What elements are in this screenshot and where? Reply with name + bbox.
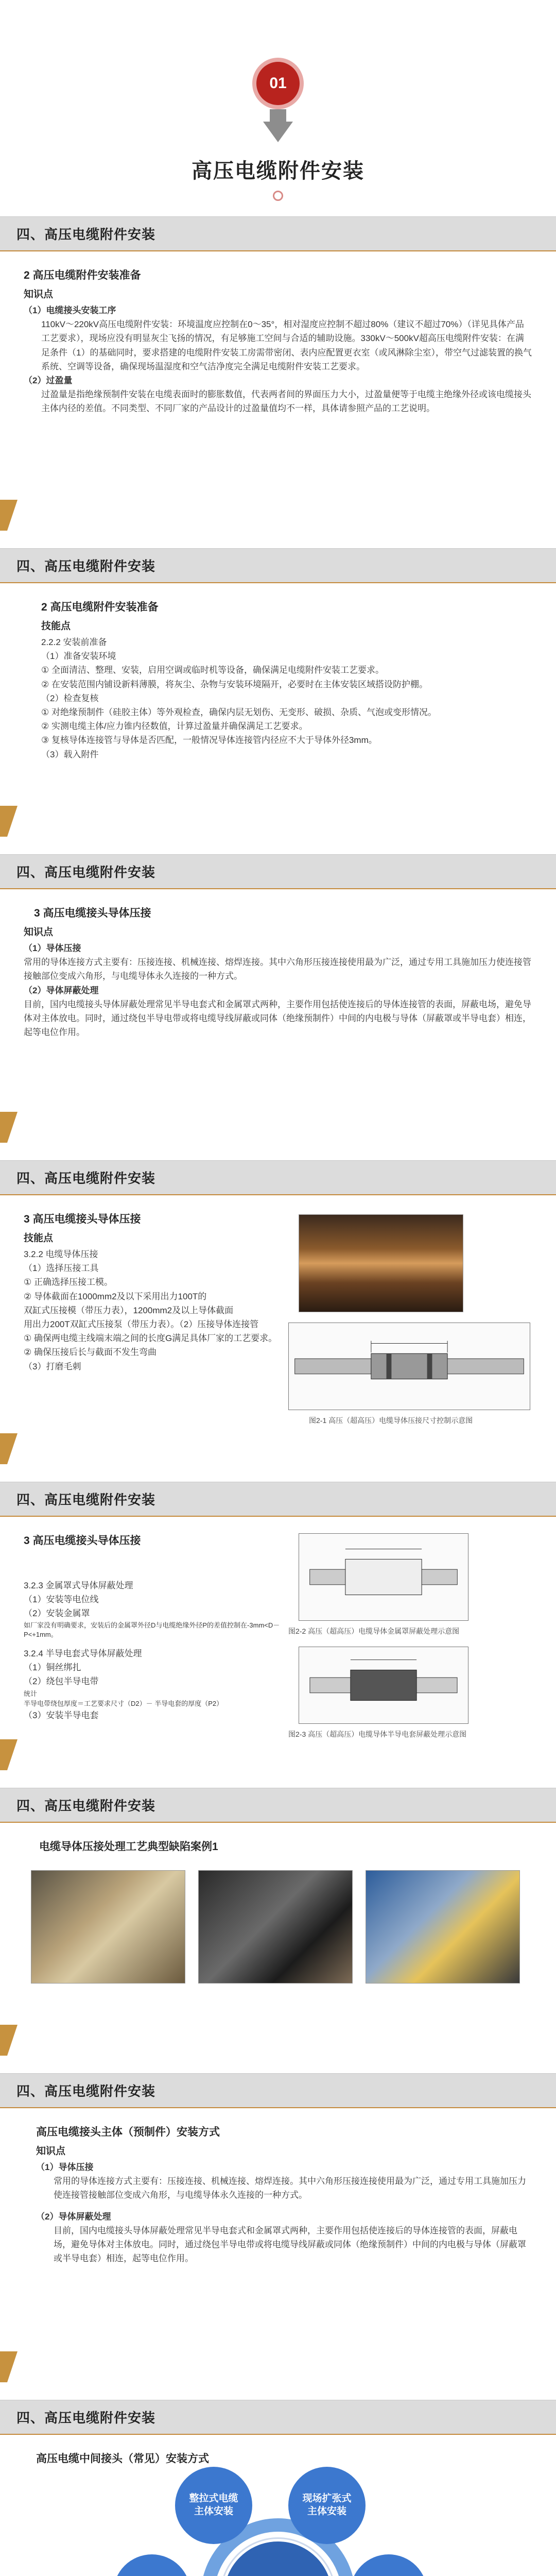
section-header-bar [0,548,556,583]
list-item: ① 确保两电缆主线端末端之间的长度G满足具体厂家的工艺要求。 [24,1333,277,1344]
slide-title: 电缆导体压接处理工艺典型缺陷案例1 [39,1841,218,1853]
defect-photo-2 [198,1870,353,1984]
list-item: （3）载入附件 [41,749,99,759]
point-heading: （2）过盈量 [24,375,73,385]
corner-accent [0,1112,7,1143]
cover-dot-icon [273,191,283,201]
list-item: （1）安装等电位线 [24,1595,99,1605]
note-label: 统计 [24,1689,38,1698]
list-item: （2）检查复核 [41,693,99,703]
slide-title: 2 高压电缆附件安装准备 [41,601,159,613]
paragraph: 常用的导体连接方式主要有：压接连接、机械连接、熔焊连接。其中六角形压接连接使用最为广泛，通过专用工具施加压力使连接管接触部位变成六角形，与电缆导体永久连接的一种方式。 [54,2176,526,2200]
cover-section [0,0,556,216]
method-circle [113,2554,190,2576]
section-header-bar [0,2400,556,2435]
list-item: （2）安装金属罩 [24,1608,90,1619]
knowledge-heading: 知识点 [36,2146,66,2157]
section-header-bar [0,854,556,889]
corner-accent [0,1433,7,1464]
slide-8 [0,2400,556,2576]
skill-heading: 技能点 [41,621,71,632]
list-item: （3）安装半导电套 [24,1710,99,1721]
point-heading: （2）导体屏蔽处理 [24,985,99,995]
metal-shield-diagram [299,1533,468,1621]
slide-title: 3 高压电缆接头导体压接 [24,1535,141,1547]
slide-title: 3 高压电缆接头导体压接 [34,907,151,919]
list-item: 3.2.4 半导电套式导体屏蔽处理 [24,1648,142,1658]
section-header-bar [0,216,556,251]
slide-2 [0,548,556,837]
section-header-bar [0,1788,556,1823]
section-header-text: 四、高压电缆附件安装 [16,558,156,574]
section-header-bar [0,2073,556,2108]
point-heading: （2）导体屏蔽处理 [36,2211,111,2222]
section-header-bar [0,1482,556,1517]
paragraph: 目前，国内电缆接头导体屏蔽处理常见半导电套式和金属罩式两种，主要作用包括使连接后的导体连接管的表面，屏蔽电场，避免导体对主体放电。同时，通过绕包半导电带或将电缆导线屏蔽或同体（绝缘预制件）中间的内电极与导体（屏蔽罩或半导电套）相连，起等电位作用。 [54,2225,526,2264]
section-header-text: 四、高压电缆附件安装 [16,1171,156,1186]
list-item: 用出力200T双缸式压接泵（带压力表）。（2）压接导体连接管 [24,1319,259,1329]
slide-4 [0,1160,556,1464]
slide-1 [0,216,556,531]
knowledge-heading: 知识点 [24,289,54,300]
list-item: （1）准备安装环境 [41,651,116,662]
slide-title: 2 高压电缆附件安装准备 [24,269,141,281]
defect-photo-1 [31,1870,185,1984]
cable-photo [299,1214,463,1312]
section-header-bar [0,1160,556,1195]
list-item: （1）铜丝绑扎 [24,1663,81,1673]
point-heading: （1）电缆接头安装工序 [24,306,116,315]
slide-5 [0,1482,556,1770]
list-item: （1）选择压接工具 [24,1263,99,1274]
list-item: ② 在安装范围内铺设新料薄膜，将灰尘、杂物与安装环境隔开，必要时在主体安装区域搭设防护棚。 [41,679,428,689]
list-item: ② 确保压接后长与截面不发生弯曲 [24,1347,157,1358]
section-header-text: 四、高压电缆附件安装 [16,227,156,242]
list-item: 3.2.2 电缆导体压接 [24,1249,98,1259]
list-item: 如厂家没有明确要求，安装后的金属罩外径D与电缆绝缘外径P的差值控制在-3mm<D－P<+1mm。 [24,1621,280,1638]
skill-heading: 技能点 [24,1233,54,1244]
slide-6 [0,1788,556,2056]
figure-caption: 图2-2 高压（超高压）电缆导体金属罩屏蔽处理示意图 [288,1627,460,1635]
method-circle [350,2554,427,2576]
corner-accent [0,1739,7,1770]
chapter-number-badge: 01 [252,58,304,109]
corner-accent [0,2025,7,2056]
figure-caption: 图2-3 高压（超高压）电缆导体半导电套屏蔽处理示意图 [288,1730,467,1738]
paragraph: 常用的导体连接方式主要有：压接连接、机械连接、熔焊连接。其中六角形压接连接使用最为广泛，通过专用工具施加压力使连接管接触部位变成六角形，与电缆导体永久连接的一种方式。 [24,957,531,981]
method-circle: 整拉式电缆主体安装 [175,2467,252,2544]
corner-accent [0,500,7,531]
conductor-crimp-diagram [288,1323,530,1410]
formula-note: 半导电带绕包厚度＝工艺要求尺寸（D2）－ 半导电套的厚度（P2） [24,1700,223,1708]
method-circle: 现场扩张式主体安装 [288,2467,366,2544]
list-item: ② 实测电缆主体/应力锥内径数值，计算过盈量并确保满足工艺要求。 [41,721,308,732]
list-item: 2.2.2 安装前准备 [41,637,107,647]
cover-title: 高压电缆附件安装 [192,160,364,182]
list-item: ① 正确选择压接工模。 [24,1277,113,1287]
list-item: 3.2.3 金属罩式导体屏蔽处理 [24,1581,133,1590]
list-item: 双缸式压接模（带压力表），1200mm2及以上导体截面 [24,1305,234,1315]
section-header-text: 四、高压电缆附件安装 [16,1492,156,1507]
section-header-text: 四、高压电缆附件安装 [16,2083,156,2099]
slide-7 [0,2073,556,2382]
arrow-down-head-icon [263,122,293,142]
list-item: ① 全面清洁、整理、安装，启用空调或临时机等设备，确保满足电缆附件安装工艺要求。 [41,665,384,675]
slide-title: 3 高压电缆接头导体压接 [24,1213,141,1225]
list-item: ② 导体截面在1000mm2及以下采用出力100T的 [24,1291,207,1301]
list-item: ① 对绝缘预制件（硅胶主体）等外观检查，确保内层无划伤、无变形、破损、杂质、气泡或变形情况。 [41,707,437,717]
list-item: （2）绕包半导电带 [24,1676,99,1687]
list-item: （3）打磨毛刺 [24,1361,81,1371]
section-header-text: 四、高压电缆附件安装 [16,1798,156,1814]
defect-photo-3 [366,1870,520,1984]
paragraph: 目前，国内电缆接头导体屏蔽处理常见半导电套式和金属罩式两种，主要作用包括使连接后的导体连接管的表面，屏蔽电场，避免导体对主体放电。同时，通过绕包半导电带或将电缆导线屏蔽或同体（绝缘预制件）中间的内电极与导体（屏蔽罩或半导电套）相连，起等电位作用。 [24,999,531,1038]
section-header-text: 四、高压电缆附件安装 [16,865,156,880]
slide-3 [0,854,556,1143]
paragraph: 110kV～220kV高压电缆附件安装：环境温度应控制在0～35°，相对湿度应控制不超过80%（建议不超过70%）（详见具体产品工艺要求），现场应没有明显灰尘飞扬的情况，有足够施工空间与合适的辅助设施。330kV～500kV超高压电缆附件安装：在满足条件（1）的基础同时，要求搭建的电缆附件安装工房需带密闭、表内应配置更衣室（或风淋除尘室），带空气过滤装置的换气系统、空调等设备，确保现场温湿度和空气洁净度完全满足电缆附件安装工艺要求。 [41,319,532,371]
corner-accent [0,2351,7,2382]
semicon-sleeve-diagram [299,1647,468,1724]
slide-title: 高压电缆接头主体（预制件）安装方式 [36,2126,220,2138]
corner-accent [0,806,7,837]
point-heading: （1）导体压接 [36,2162,94,2172]
figure-caption: 图2-1 高压（超高压）电缆导体压接尺寸控制示意图 [309,1416,473,1425]
slide-title: 高压电缆中间接头（常见）安装方式 [36,2453,209,2465]
list-item: ③ 复核导体连接管与导体是否匹配，一般情况导体连接管内径应不大于导体外径3mm。 [41,735,377,745]
knowledge-heading: 知识点 [24,927,54,938]
section-header-text: 四、高压电缆附件安装 [16,2410,156,2426]
point-heading: （1）导体压接 [24,943,81,953]
paragraph: 过盈量是指绝缘预制件安装在电缆表面时的膨胀数值，代表两者间的界面压力大小，过盈量便等于电缆主绝缘外径或该电缆接头主体内径的差值。不同类型、不同厂家的产品设计的过盈量值均不一样，具体请参照产品的工艺说明。 [41,389,531,414]
